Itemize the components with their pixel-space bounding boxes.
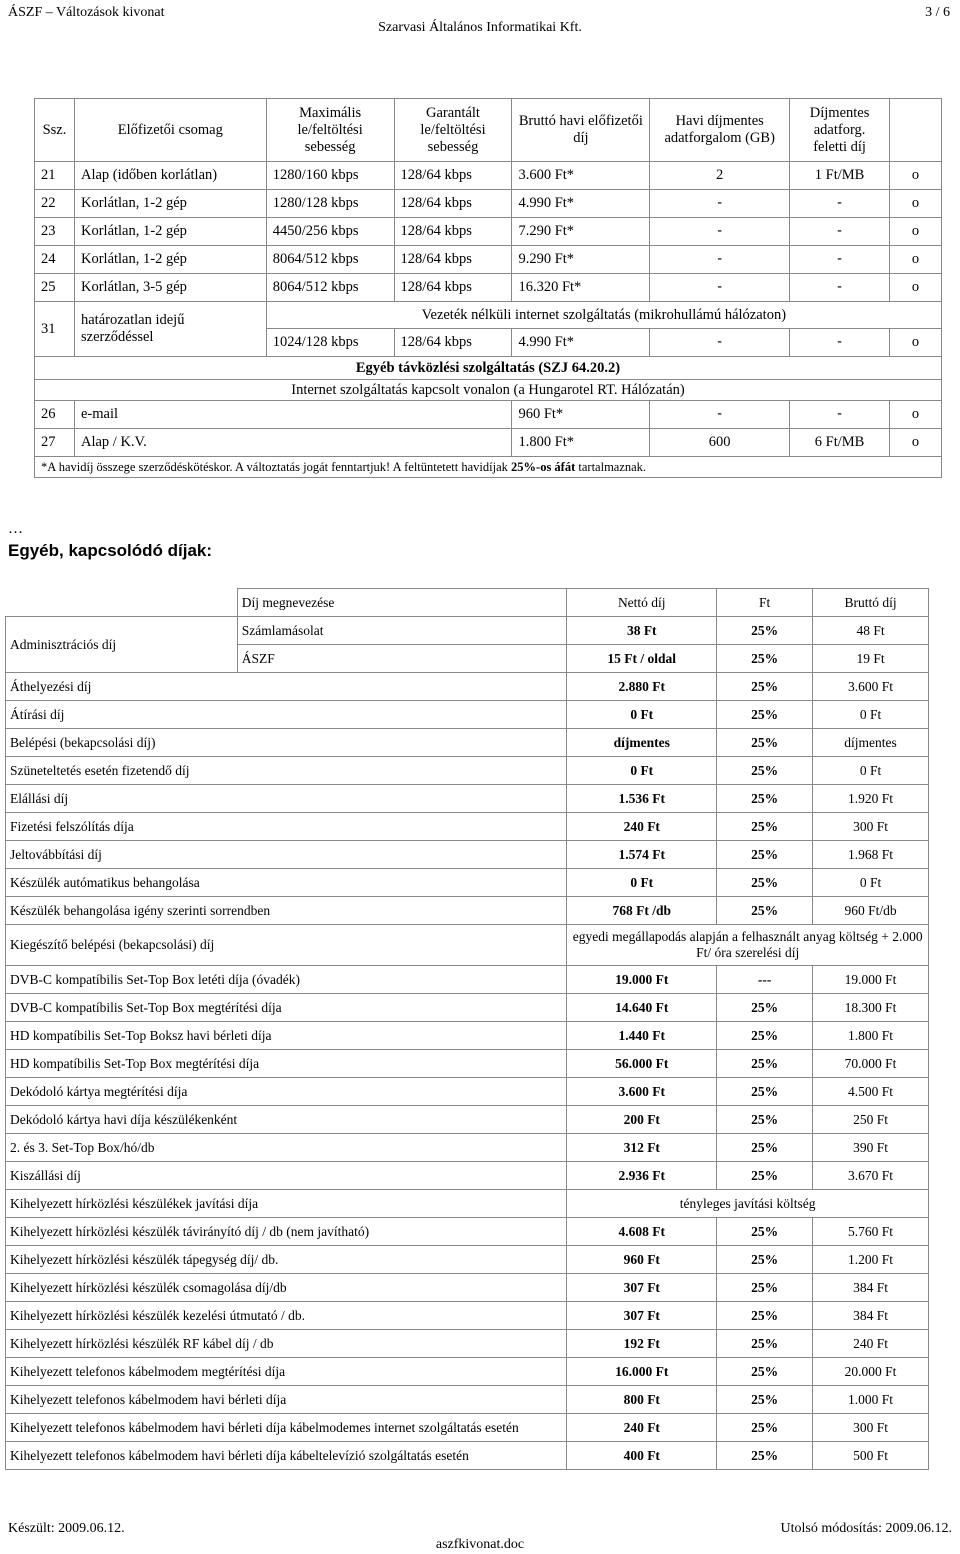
table-cell: 25% — [717, 1218, 813, 1246]
table-cell: 800 Ft — [567, 1386, 717, 1414]
table-cell: 25% — [717, 1358, 813, 1386]
table-cell: Alap / K.V. — [74, 429, 511, 457]
table-cell: 1280/128 kbps — [266, 190, 394, 218]
table-cell: Dekódoló kártya havi díja készülékenként — [6, 1106, 567, 1134]
table-cell: 25% — [717, 841, 813, 869]
table-cell: 1.440 Ft — [567, 1022, 717, 1050]
table-cell: 19.000 Ft — [567, 966, 717, 994]
table-row — [6, 1106, 929, 1134]
section-subtitle: Egyéb, kapcsolódó díjak: — [8, 541, 213, 560]
table-cell: 240 Ft — [567, 813, 717, 841]
note-vat: 25%-os áfát — [511, 459, 576, 474]
table-cell: Fizetési felszólítás díja — [6, 813, 567, 841]
subscription-table — [34, 98, 942, 478]
table-cell: 8064/512 kbps — [266, 274, 394, 302]
header-cell: Ft — [717, 589, 813, 617]
table-row — [6, 1078, 929, 1106]
table-cell: 25 — [35, 274, 75, 302]
table-cell: díjmentes — [567, 729, 717, 757]
footer-filename: aszfkivonat.doc — [435, 1537, 525, 1552]
other-subtitle-row — [35, 380, 942, 401]
table-cell: 19 Ft — [813, 645, 929, 673]
table-row — [6, 813, 929, 841]
table-cell: 4.990 Ft* — [512, 329, 650, 357]
table-cell: 25% — [717, 757, 813, 785]
table-cell: 0 Ft — [813, 757, 929, 785]
table-cell: - — [790, 329, 890, 357]
table-cell: 2.936 Ft — [567, 1162, 717, 1190]
table-cell: Áthelyezési díj — [6, 673, 567, 701]
table-cell: 25% — [717, 1078, 813, 1106]
header-cell: Előfizetői csomag — [74, 99, 266, 162]
table-header-row — [35, 99, 942, 162]
blank-cell — [6, 589, 238, 617]
table-cell: 25% — [717, 701, 813, 729]
table-cell: o — [890, 274, 942, 302]
table-row — [6, 1134, 929, 1162]
table-cell: 128/64 kbps — [394, 274, 512, 302]
table-cell: 25% — [717, 1330, 813, 1358]
table-cell: 960 Ft/db — [813, 897, 929, 925]
table-cell: 38 Ft — [567, 617, 717, 645]
table-cell: Belépési (bekapcsolási díj) — [6, 729, 567, 757]
header-cell: Garantált le/feltöltési sebesség — [394, 99, 512, 162]
table-cell: o — [890, 218, 942, 246]
table-cell: 1.920 Ft — [813, 785, 929, 813]
table-cell: - — [650, 190, 790, 218]
table-cell: 768 Ft /db — [567, 897, 717, 925]
table-cell: - — [650, 246, 790, 274]
table-cell: határozatlan idejű szerződéssel — [74, 302, 266, 357]
table-cell: 3.600 Ft — [567, 1078, 717, 1106]
table-cell: 25% — [717, 1442, 813, 1470]
price-note — [35, 457, 942, 478]
table-cell: Dekódoló kártya megtérítési díja — [6, 1078, 567, 1106]
other-title: Egyéb távközlési szolgáltatás (SZJ 64.20.2) — [35, 357, 942, 380]
table-cell: Elállási díj — [6, 785, 567, 813]
table-cell: Korlátlan, 1-2 gép — [74, 246, 266, 274]
table-cell: Kihelyezett hírközlési készülék tápegység díj/ db. — [6, 1246, 567, 1274]
table-cell: - — [650, 329, 790, 357]
table-cell: - — [650, 274, 790, 302]
table-cell: 1.200 Ft — [813, 1246, 929, 1274]
table-row — [35, 401, 942, 429]
table-cell: 1024/128 kbps — [266, 329, 394, 357]
table-cell: 1.000 Ft — [813, 1386, 929, 1414]
table-row — [6, 841, 929, 869]
table-cell: 312 Ft — [567, 1134, 717, 1162]
table-row — [6, 897, 929, 925]
table-cell: 192 Ft — [567, 1330, 717, 1358]
table-cell: 6 Ft/MB — [790, 429, 890, 457]
table-cell: 25% — [717, 1302, 813, 1330]
table-cell: 300 Ft — [813, 1414, 929, 1442]
table-cell: 0 Ft — [567, 757, 717, 785]
package-rows — [35, 162, 942, 302]
table-row — [6, 994, 929, 1022]
table-row — [6, 1442, 929, 1470]
table-cell: 25% — [717, 1246, 813, 1274]
table-cell: 16.320 Ft* — [512, 274, 650, 302]
table-cell: 5.760 Ft — [813, 1218, 929, 1246]
table-cell: Kihelyezett hírközlési készülékek javítási díja — [6, 1190, 567, 1218]
table-row — [6, 1302, 929, 1330]
table-row — [6, 1274, 929, 1302]
table-cell: 3.600 Ft* — [512, 162, 650, 190]
table-cell: 2. és 3. Set-Top Box/hó/db — [6, 1134, 567, 1162]
table-row — [6, 1246, 929, 1274]
fee-rows — [6, 673, 929, 925]
table-cell: Korlátlan, 3-5 gép — [74, 274, 266, 302]
table-cell: 1280/160 kbps — [266, 162, 394, 190]
table-cell: 307 Ft — [567, 1274, 717, 1302]
note-row — [35, 457, 942, 478]
table-cell: 26 — [35, 401, 75, 429]
table-cell: HD kompatíbilis Set-Top Boksz havi bérleti díja — [6, 1022, 567, 1050]
table-cell: 8064/512 kbps — [266, 246, 394, 274]
table-cell: Kihelyezett telefonos kábelmodem megtérítési díja — [6, 1358, 567, 1386]
table-cell: Készülék autómatikus behangolása — [6, 869, 567, 897]
table-cell: 31 — [35, 302, 75, 357]
header-cell: Díjmentes adatforg. feletti díj — [790, 99, 890, 162]
table-cell: 500 Ft — [813, 1442, 929, 1470]
wireless-section-row — [35, 302, 942, 329]
table-row — [6, 1218, 929, 1246]
header-cell: Díj megnevezése — [237, 589, 567, 617]
table-cell: Kihelyezett hírközlési készülék csomagolása díj/db — [6, 1274, 567, 1302]
table-row — [6, 1414, 929, 1442]
table-cell: 20.000 Ft — [813, 1358, 929, 1386]
table-row — [6, 1050, 929, 1078]
table-cell: 25% — [717, 1134, 813, 1162]
table-cell: 25% — [717, 994, 813, 1022]
table-cell: - — [790, 190, 890, 218]
header-cell: Bruttó havi előfizetői díj — [512, 99, 650, 162]
table-cell: 1.800 Ft — [813, 1022, 929, 1050]
table-cell: 25% — [717, 645, 813, 673]
table-cell: e-mail — [74, 401, 511, 429]
table-cell: 18.300 Ft — [813, 994, 929, 1022]
table-cell: 128/64 kbps — [394, 162, 512, 190]
table-cell: - — [790, 218, 890, 246]
table-cell: 24 — [35, 246, 75, 274]
table-cell: 128/64 kbps — [394, 190, 512, 218]
table-cell: 2.880 Ft — [567, 673, 717, 701]
table-cell: 27 — [35, 429, 75, 457]
table-cell: 1.800 Ft* — [512, 429, 650, 457]
table-cell: 16.000 Ft — [567, 1358, 717, 1386]
table-row — [6, 701, 929, 729]
table-cell: 300 Ft — [813, 813, 929, 841]
table-cell: Alap (időben korlátlan) — [74, 162, 266, 190]
table-row — [6, 785, 929, 813]
table-cell: - — [650, 218, 790, 246]
fee-rows — [6, 966, 929, 1190]
fees-table — [5, 588, 929, 1470]
table-cell: 1.968 Ft — [813, 841, 929, 869]
table-cell: 400 Ft — [567, 1442, 717, 1470]
table-cell: 22 — [35, 190, 75, 218]
header-company: Szarvasi Általános Informatikai Kft. — [378, 20, 582, 35]
table-cell: 1.574 Ft — [567, 841, 717, 869]
table-cell: 250 Ft — [813, 1106, 929, 1134]
table-cell: 9.290 Ft* — [512, 246, 650, 274]
table-row — [6, 966, 929, 994]
table-cell: Adminisztrációs díj — [6, 617, 238, 673]
table-cell: DVB-C kompatíbilis Set-Top Box megtérítési díja — [6, 994, 567, 1022]
table-cell: - — [790, 401, 890, 429]
table-cell: díjmentes — [813, 729, 929, 757]
table-cell: 25% — [717, 869, 813, 897]
table-cell: o — [890, 329, 942, 357]
table-row — [6, 1162, 929, 1190]
note-text-end: tartalmaznak. — [575, 459, 647, 474]
table-row — [6, 729, 929, 757]
table-cell: 390 Ft — [813, 1134, 929, 1162]
header-cell: Ssz. — [35, 99, 75, 162]
table-cell: Kihelyezett hírközlési készülék RF kábel díj / db — [6, 1330, 567, 1358]
table-row — [6, 1358, 929, 1386]
table-cell: --- — [717, 966, 813, 994]
fee-rows — [6, 1218, 929, 1470]
other-subtitle: Internet szolgáltatás kapcsolt vonalon (a Hungarotel RT. Hálózatán) — [35, 380, 942, 401]
ellipsis: … — [8, 521, 23, 537]
table-cell: 15 Ft / oldal — [567, 645, 717, 673]
table-cell: DVB-C kompatíbilis Set-Top Box letéti díja (óvadék) — [6, 966, 567, 994]
table-row — [35, 274, 942, 302]
table-row — [6, 1190, 929, 1218]
table-cell: 128/64 kbps — [394, 218, 512, 246]
table-cell: 25% — [717, 729, 813, 757]
table-cell: o — [890, 429, 942, 457]
header-doc-title: ÁSZF – Változások kivonat — [8, 5, 165, 20]
table-cell: 25% — [717, 1414, 813, 1442]
table-cell: 384 Ft — [813, 1274, 929, 1302]
table-cell: 960 Ft — [567, 1246, 717, 1274]
table-cell: 307 Ft — [567, 1302, 717, 1330]
table-cell: o — [890, 190, 942, 218]
table-cell: 25% — [717, 1106, 813, 1134]
table-cell: o — [890, 162, 942, 190]
table-row — [6, 869, 929, 897]
table-row — [6, 1022, 929, 1050]
table-cell: 200 Ft — [567, 1106, 717, 1134]
table-cell: 1 Ft/MB — [790, 162, 890, 190]
table-cell: 25% — [717, 1050, 813, 1078]
table-cell: 3.600 Ft — [813, 673, 929, 701]
table-cell: 0 Ft — [567, 869, 717, 897]
table-cell: 240 Ft — [567, 1414, 717, 1442]
table-cell: 56.000 Ft — [567, 1050, 717, 1078]
table-cell: 128/64 kbps — [394, 246, 512, 274]
table-row — [6, 1330, 929, 1358]
footer-modified: Utolsó módosítás: 2009.06.12. — [780, 1521, 952, 1536]
table-cell: 600 — [650, 429, 790, 457]
table-cell: 2 — [650, 162, 790, 190]
table-cell: Jeltovábbítási díj — [6, 841, 567, 869]
table-row — [35, 162, 942, 190]
table-cell: 128/64 kbps — [394, 329, 512, 357]
table-row — [6, 1386, 929, 1414]
table-cell: 25% — [717, 673, 813, 701]
table-cell: - — [650, 401, 790, 429]
table-cell: 14.640 Ft — [567, 994, 717, 1022]
page-header — [0, 0, 960, 44]
table-cell: o — [890, 246, 942, 274]
header-page-number: 3 / 6 — [925, 5, 950, 20]
table-cell: - — [790, 246, 890, 274]
table-cell: Korlátlan, 1-2 gép — [74, 190, 266, 218]
table-cell: egyedi megállapodás alapján a felhasznált anyag költség + 2.000 Ft/ óra szerelési díj — [567, 925, 929, 966]
table-cell: 4450/256 kbps — [266, 218, 394, 246]
table-row — [35, 429, 942, 457]
table-cell: Kihelyezett telefonos kábelmodem havi bérleti díja kábelmodemes internet szolgáltatás esetén — [6, 1414, 567, 1442]
other-section-row — [35, 357, 942, 380]
table-cell: Számlamásolat — [237, 617, 567, 645]
table-cell: HD kompatíbilis Set-Top Box megtérítési díja — [6, 1050, 567, 1078]
table-cell: 25% — [717, 1022, 813, 1050]
table-cell: 25% — [717, 897, 813, 925]
table-cell: Korlátlan, 1-2 gép — [74, 218, 266, 246]
table-row — [6, 757, 929, 785]
table-cell: ÁSZF — [237, 645, 567, 673]
table-cell: 23 — [35, 218, 75, 246]
header-cell: Nettó díj — [567, 589, 717, 617]
table-row — [6, 673, 929, 701]
table-cell: Készülék behangolása igény szerinti sorrendben — [6, 897, 567, 925]
note-text: *A havidíj összege szerződéskötéskor. A változtatás jogát fenntartjuk! A feltüntetett havidíjak — [41, 459, 512, 474]
table-cell: 4.608 Ft — [567, 1218, 717, 1246]
table-row — [6, 617, 929, 645]
table-cell: 0 Ft — [813, 869, 929, 897]
table-cell: tényleges javítási költség — [567, 1190, 929, 1218]
table-cell: 0 Ft — [813, 701, 929, 729]
table-cell: 960 Ft* — [512, 401, 650, 429]
table-cell: 48 Ft — [813, 617, 929, 645]
header-cell: Havi díjmentes adatforgalom (GB) — [650, 99, 790, 162]
table-cell: 70.000 Ft — [813, 1050, 929, 1078]
table-cell: 240 Ft — [813, 1330, 929, 1358]
table-cell: 25% — [717, 1274, 813, 1302]
table-cell: Kiszállási díj — [6, 1162, 567, 1190]
table-cell: Kihelyezett telefonos kábelmodem havi bérleti díja kábeltelevízió szolgáltatás esetén — [6, 1442, 567, 1470]
table-cell: 384 Ft — [813, 1302, 929, 1330]
table-cell: 21 — [35, 162, 75, 190]
table-row — [35, 190, 942, 218]
table-cell: 3.670 Ft — [813, 1162, 929, 1190]
table-cell: o — [890, 401, 942, 429]
table-cell: 4.500 Ft — [813, 1078, 929, 1106]
table-cell: 25% — [717, 813, 813, 841]
header-cell — [890, 99, 942, 162]
header-cell: Maximális le/feltöltési sebesség — [266, 99, 394, 162]
table-cell: 19.000 Ft — [813, 966, 929, 994]
table-cell: 0 Ft — [567, 701, 717, 729]
table-row — [6, 925, 929, 966]
table-cell: 25% — [717, 785, 813, 813]
table-cell: 7.290 Ft* — [512, 218, 650, 246]
table-cell: 25% — [717, 1162, 813, 1190]
table-cell: - — [790, 274, 890, 302]
table-cell: Átírási díj — [6, 701, 567, 729]
table-cell: Kihelyezett hírközlési készülék távirányító díj / db (nem javítható) — [6, 1218, 567, 1246]
header-cell: Bruttó díj — [813, 589, 929, 617]
footer-created: Készült: 2009.06.12. — [8, 1521, 125, 1536]
table-cell: Kiegészítő belépési (bekapcsolási) díj — [6, 925, 567, 966]
table-cell: 1.536 Ft — [567, 785, 717, 813]
table-cell: Kihelyezett telefonos kábelmodem havi bérleti díja — [6, 1386, 567, 1414]
table-cell: Kihelyezett hírközlési készülék kezelési útmutató / db. — [6, 1302, 567, 1330]
table-header-row — [6, 589, 929, 617]
table-cell: Szüneteltetés esetén fizetendő díj — [6, 757, 567, 785]
table-row — [35, 246, 942, 274]
wireless-title: Vezeték nélküli internet szolgáltatás (mikrohullámú hálózaton) — [266, 302, 941, 329]
table-cell: 4.990 Ft* — [512, 190, 650, 218]
table-cell: 25% — [717, 1386, 813, 1414]
table-cell: 25% — [717, 617, 813, 645]
table-row — [35, 218, 942, 246]
